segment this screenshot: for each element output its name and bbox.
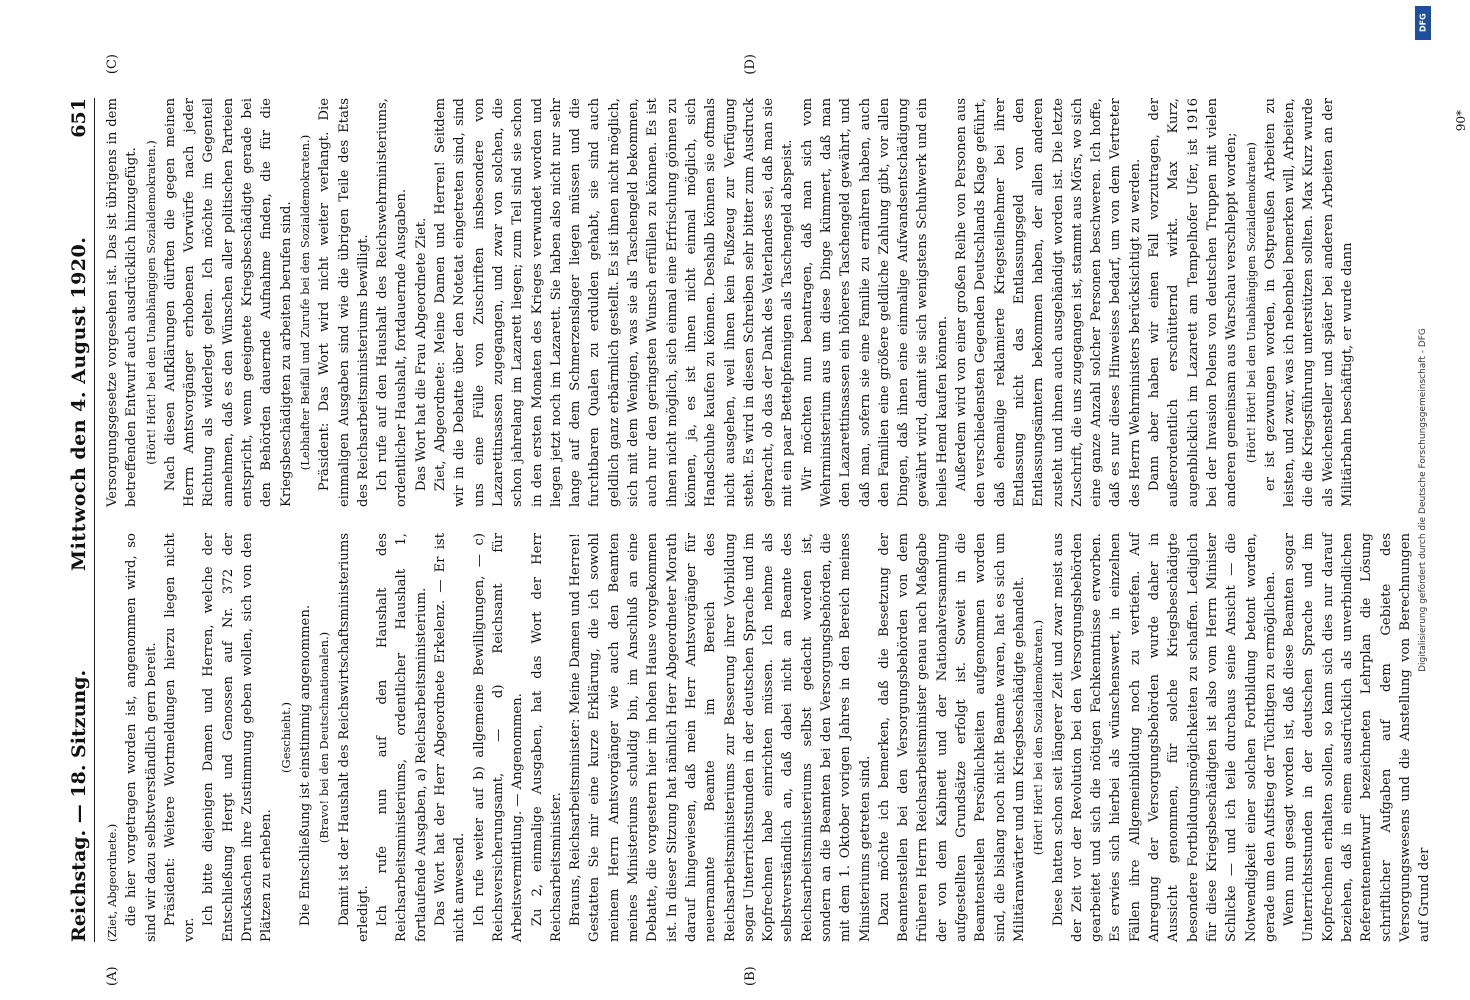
dfg-logo: DFG	[1415, 6, 1431, 40]
paragraph: (Hört! Hört! bei den Unabhängigen Sozialdemokraten.)	[143, 140, 158, 465]
paragraph: Wir möchten nun beantragen, daß man sich vom Wehrministerium aus um diese Dinge kümmert, daß man den Lazarettinsassen ein höheres Taschengeld gewährt, und daß man, sofern sie eine Familie zu ernähren haben, auch den Familien eine größere geldliche Zahlung gibt, vor allen Dingen, daß ihnen eine einmalige Aufwandsentschädigung gewährt wird, damit sie sich wenigstens Schuhwerk und ein heiles Hemd kaufen können.	[799, 98, 950, 507]
right-column	[103, 98, 1413, 507]
digitization-credit	[1412, 0, 1434, 1000]
paragraph: Ich bitte diejenigen Damen und Herren, welche der Entschließung Hergt und Genossen auf Nr. 372 der Drucksachen ihre Zustimmung geben wollen, sich von den Plätzen zu erheben.	[201, 533, 275, 942]
paragraph: Das Wort hat die Frau Abgeordnete Ziet.	[413, 217, 429, 492]
sheet-signature: 90*	[1454, 110, 1468, 132]
paragraph: Dann aber haben wir einen Fall vorzutragen, der außerordentlich erschütternd wirkt. Max Kurz, augenblicklich im Lazarett am Tempelhofer Ufer, ist 1916 bei der Invasion Polens von deutschen Truppen mit vielen anderen gemeinsam aus Warschau verschleppt worden;	[1147, 98, 1240, 507]
paragraph: (Lebhafter Beifall und Zurufe bei den Sozialdemokraten.)	[297, 134, 312, 471]
left-column	[103, 533, 1433, 942]
header-date: Mittwoch den 4. August 1920.	[68, 236, 90, 571]
paragraph: Das Wort hat der Herr Abgeordnete Erkelenz. — Er ist nicht anwesend.	[433, 533, 468, 942]
paragraph: Außerdem wird von einer großen Reihe von Personen aus den verschiedensten Gegenden Deutschlands Klage geführt, daß ehemalige reklamierte Kriegsteilnehmer bei ihrer Entlassung nicht das Entlassungsgeld von den Entlassungsämtern bekommen haben, der allen anderen zusteht und ihnen auch ausgehändigt worden ist. Die letzte Zuschrift, die uns zugegangen ist, stammt aus Mörs, wo sich eine ganze Anzahl solcher Personen beschweren. Ich hoffe, daß es nur dieses Hinweises bedarf, um von dem Vertreter des Herrn Wehrministers berücksichtigt zu werden.	[954, 98, 1143, 507]
margin-mark-d: (D)	[743, 54, 758, 75]
paragraph: (Hört! Hört! bei den Sozialdemokraten.)	[1031, 619, 1046, 856]
rotated-scan-page	[50, 40, 1470, 1000]
paragraph: Ich rufe nun auf den Haushalt des Reichsarbeitsministeriums, ordentlicher Haushalt 1, fortlaufende Ausgaben, a) Reichsarbeitsministerium.	[375, 533, 429, 942]
margin-mark-a: (A)	[105, 966, 120, 986]
paragraph: Präsident: Das Wort wird nicht weiter verlangt. Die einmaligen Ausgaben sind wie die übrigen Teile des Etats des Reichsarbeitsministeriums bewilligt.	[317, 98, 371, 507]
paragraph: die hier vorgetragen worden ist, angenommen wird, so sind wir dazu selbstverständlich gern bereit.	[124, 533, 159, 942]
paragraph: Wenn nun gesagt worden ist, daß diese Beamten sogar Unterrichtsstunden in der deutschen Sprache und im Kopfrechnen erhalten sollen, so kann sich dies nur darauf beziehen, daß in einem ausdrücklich als unverbindlichen Referentenentwurf bezeichneten Lehrplan die Lösung schriftlicher Aufgaben auf dem Gebiete des Versorgungswesens und die Anstellung von Berechnungen auf Grund der	[1282, 533, 1433, 942]
paragraph: Brauns, Reichsarbeitsminister: Meine Damen und Herren! Gestatten Sie mir eine kurze Erklärung, die ich sowohl meinem Herrn Amtsvorgänger wie auch den Beamten meines Ministeriums schuldig bin, im Anschluß an eine Debatte, die vorgestern hier im hohen Hause vorgekommen ist. In dieser Sitzung hat nämlich Herr Abgeordneter Morath darauf hingewiesen, daß mein Herr Amtsvorgänger für neuernannte Beamte im Bereich des Reichsarbeitsministeriums zur Besserung ihrer Vorbildung sogar Unterrichtsstunden in der deutschen Sprache und im Kopfrechnen habe einrichten müssen. Ich nehme als selbstverständlich an, daß dabei nicht an Beamte des Reichsarbeitsministeriums selbst gedacht worden ist, sondern an die Beamten bei den Versorgungsbehörden, die mit dem 1. Oktober vorigen Jahres in den Bereich meines Ministeriums getreten sind.	[568, 533, 873, 942]
paragraph: er ist gezwungen worden, in Ostpreußen Arbeiten zu leisten, und zwar, was ich nebenbei bemerken will, Arbeiten, die die Kriegsführung unterstützen sollten. Max Kurz wurde als Weichensteller und später bei anderen Arbeiten an der Militärbahn beschäftigt, er wurde dann	[1262, 98, 1355, 507]
paragraph: Zu 2, einmalige Ausgaben, hat das Wort der Herr Reichsarbeitsminister.	[529, 533, 564, 942]
paragraph: Diese hatten schon seit längerer Zeit und zwar meist aus der Zeit vor der Revolution bei den Versorgungsbehörden gearbeitet und sich die nötigen Fachkenntnisse erworben. Es erwies sich hierbei als wünschenswert, in einzelnen Fällen ihre Allgemeinbildung noch zu vertiefen. Auf Anregung der Versorgungsbehörden wurde daher in Aussicht genommen, für solche Kriegsbeschädigte besondere Fortbildungsmöglichkeiten zu schaffen. Lediglich für diese Kriegsbeschädigten ist also vom Herrn Minister Schlicke — und ich teile durchaus seine Ansicht — die Notwendigkeit einer solchen Fortbildung betont worden, gerade um den Aufstieg der Tüchtigen zu ermöglichen.	[1050, 533, 1278, 942]
paragraph: Ziet, Abgeordnete: Meine Damen und Herren! Seitdem wir in die Debatte über den Notetat eingetreten sind, sind uns eine Fülle von Zuschriften insbesondere von Lazarettinsassen zugegangen, und zwar von solchen, die schon jahrelang im Lazarett liegen; zum Teil sind sie schon in den ersten Monaten des Krieges verwundet worden und liegen jetzt noch im Lazarett. Sie haben also nicht nur sehr lange auf dem Schmerzenslager liegen müssen und die furchtbaren Qualen zu erdulden gehabt, sie sind auch geldlich ganz erbärmlich gestellt. Es ist ihnen nicht möglich, sich mit dem Wenigen, was sie als Taschengeld bekommen, auch nur den geringsten Wunsch erfüllen zu können. Es ist ihnen nicht möglich, sich einmal eine Erfrischung gönnen zu können, ja, es ist ihnen nicht einmal möglich, sich Handschuhe kaufen zu können. Deshalb können sie oftmals nicht ausgehen, weil ihnen kein Fußzeug zur Verfügung steht. Es wird in diesen Schreiben sehr bitter zum Ausdruck gebracht, ob das der Dank des Vaterlandes sei, daß man sie mit ein paar Bettelpfennigen als Taschengeld abspeist.	[433, 98, 796, 507]
paragraph: Versorgungsgesetze vorgesehen ist. Das ist übrigens in dem betreffenden Entwurf auch ausdrücklich hinzugefügt.	[105, 98, 140, 507]
paragraph: Dazu möchte ich bemerken, daß die Besetzung der Beamtenstellen bei den Versorgungsbehörden von dem früheren Herrn Reichsarbeitsminister genau nach Maßgabe der von dem Kabinett und der Nationalversammlung aufgestellten Grundsätze erfolgt ist. Soweit in die Beamtenstellen Persönlichkeiten aufgenommen worden sind, die bislang noch nicht Beamte waren, hat es sich um Militäranwärter und um Kriegsbeschädigte gehandelt.	[876, 533, 1027, 942]
paragraph: (Geschieht.)	[278, 702, 293, 773]
paragraph: Ich rufe auf den Haushalt des Reichswehrministeriums, ordentlicher Haushalt, fortdauernde Ausgaben.	[375, 98, 410, 507]
paragraph: Ich rufe weiter auf b) allgemeine Bewilligungen, — c) Reichsversicherungsamt, — d) Reichsamt für Arbeitsvermittlung. — Angenommen.	[471, 533, 526, 942]
paragraph: (Bravo! bei den Deutschnationalen.)	[317, 631, 332, 844]
page-number: 651	[68, 98, 90, 138]
credit-text: Digitalisierung gefördert durch die Deutsche Forschungsgemeinschaft - DFG	[1418, 328, 1428, 672]
paragraph: Damit ist der Haushalt des Reichswirtschaftsministeriums erledigt.	[336, 533, 371, 942]
paragraph: Präsident: Weitere Wortmeldungen hierzu liegen nicht vor.	[162, 533, 198, 942]
paragraph: (Ziet, Abgeordnete.)	[105, 823, 119, 942]
paragraph: Die Entschließung ist einstimmig angenommen.	[297, 604, 313, 927]
header-left: Reichstag. — 18. Sitzung.	[68, 669, 90, 942]
margin-mark-b: (B)	[743, 966, 758, 986]
margin-mark-c: (C)	[105, 54, 120, 75]
paragraph: Nach diesen Aufklärungen dürften die gegen meinen Herrn Amtsvorgänger erhobenen Vorwürfe nach jeder Richtung als widerlegt gelten. Ich möchte im Gegenteil annehmen, daß es den Wünschen aller politischen Parteien entspricht, wenn geeignete Kriegsbeschädigte gerade bei den Behörden dauernde Aufnahme finden, die für die Kriegsbeschädigten zu arbeiten berufen sind.	[162, 98, 294, 507]
page-header	[68, 98, 95, 942]
paragraph: (Hört! Hört! bei den Unabhängigen Sozialdemokraten)	[1243, 142, 1258, 463]
